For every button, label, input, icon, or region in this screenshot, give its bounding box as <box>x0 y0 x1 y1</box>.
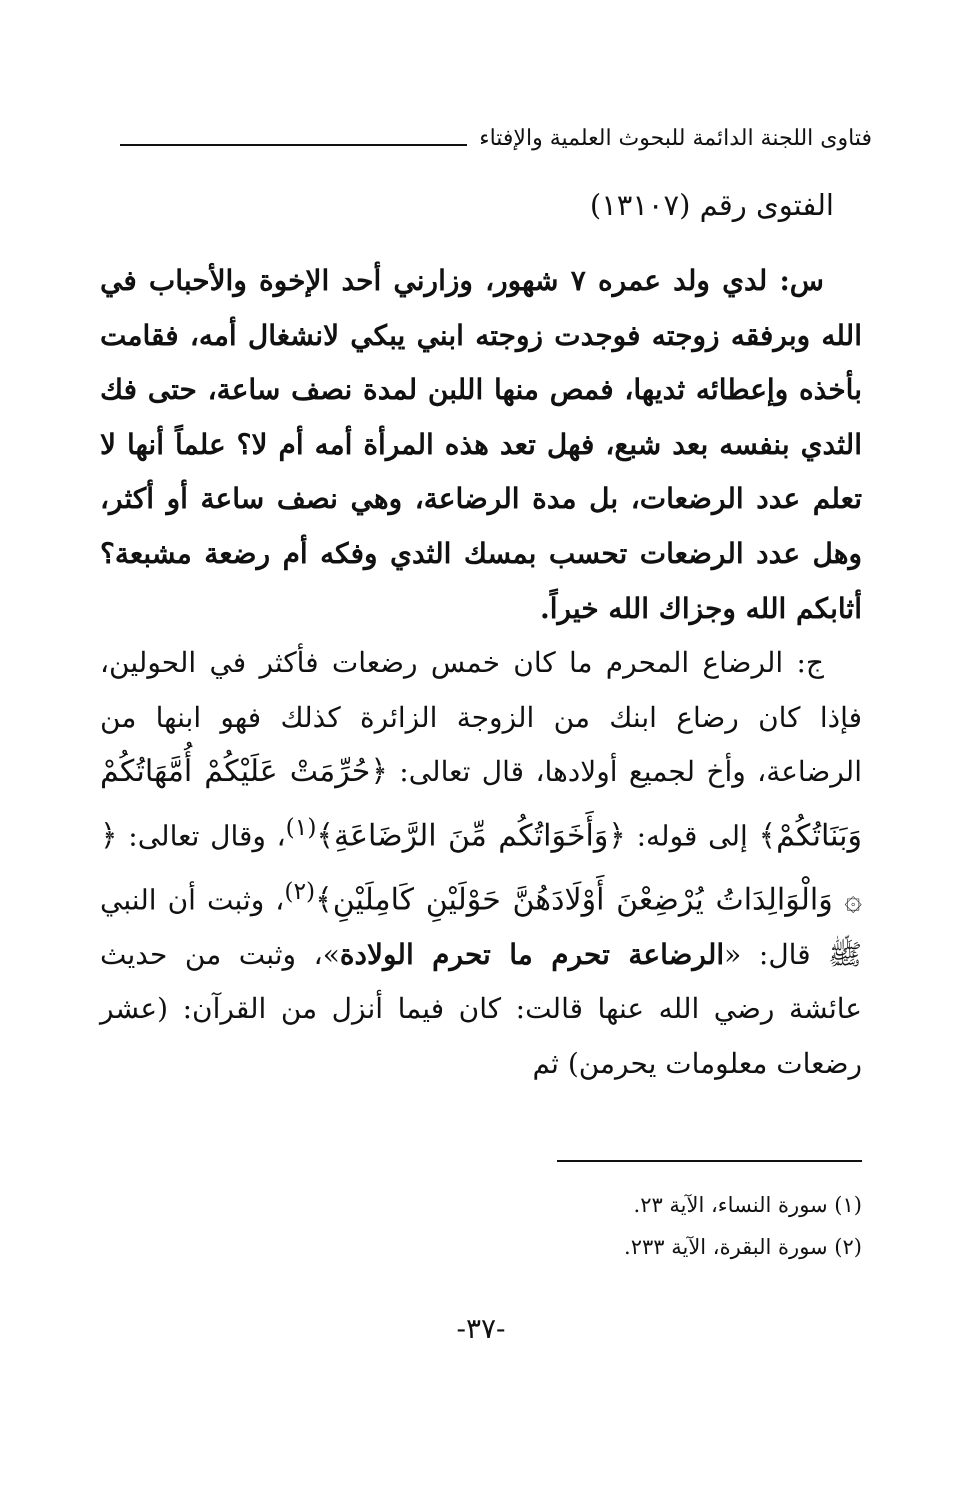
fatwa-number: الفتوى رقم (١٣١٠٧) <box>589 188 834 222</box>
hadith-text: الرضاعة تحرم ما تحرم الولادة <box>339 937 725 971</box>
answer-text-1: ج: الرضاع المحرم ما كان خمس رضعات فأكثر في الحولين، فإذا كان رضاع ابنك من الزوجة الزائرة كذلك فهو ابنها من الرضاعة، وأخ لجميع أولادها، قال تعالى: <box>100 646 862 789</box>
running-title: فتاوى اللجنة الدائمة للبحوث العلمية والإفتاء <box>479 125 872 151</box>
answer-paragraph <box>100 636 862 1091</box>
page-number: -٣٧- <box>456 1312 506 1345</box>
answer-text-5: »، وثبت من حديث عائشة رضي الله عنها قالت: كان فيما أنزل من القرآن: (عشر رضعات معلومات يحرمن) ثم <box>100 937 862 1080</box>
question-paragraph: س: لدي ولد عمره ٧ شهور، وزارني أحد الإخوة والأحباب في الله وبرفقه زوجته فوجدت زوجته ابني يبكي لانشغال أمه، فقامت بأخذه وإعطائه ثديها، فمص منها اللبن لمدة نصف ساعة، حتى فك الثدي بنفسه بعد شبع، فهل تعد هذه المرأة أمه أم لا؟ علماً أنها لا تعلم عدد الرضعات، بل مدة الرضاعة، وهي نصف ساعة أو أكثر، وهل عدد الرضعات تحسب بمسك الثدي وفكه أم رضعة مشبعة؟ أثابكم الله وجزاك الله خيراً. <box>100 264 862 625</box>
ayah-2: ﴿وَأَخَوَاتُكُم مِّنَ الرَّضَاعَةِ﴾ <box>316 818 626 854</box>
answer-text-3: ، وقال تعالى: <box>117 819 286 853</box>
ayah-3: ﴿ ۞ وَالْوَالِدَاتُ يُرْضِعْنَ أَوْلَادَهُنَّ حَوْلَيْنِ كَامِلَيْنِ﴾ <box>100 818 862 918</box>
answer-text-2: إلى قوله: <box>625 819 759 853</box>
footnote-1: (١) سورة النساء، الآية ٢٣. <box>633 1193 862 1217</box>
running-header <box>120 118 872 158</box>
footnote-ref-2: (٢) <box>284 876 316 905</box>
answer-text-4: ، وثبت أن النبي ﷺ قال: « <box>100 883 863 971</box>
footnotes <box>624 1184 862 1268</box>
header-rule <box>120 144 467 146</box>
ayah-1: ﴿حُرِّمَتْ عَلَيْكُمْ أُمَّهَاتُكُمْ وَبَنَاتُكُمْ﴾ <box>100 754 862 854</box>
footnote-2: (٢) سورة البقرة، الآية ٢٣٣. <box>624 1235 862 1259</box>
body-text <box>100 254 862 1092</box>
footnote-rule <box>557 1160 862 1162</box>
footnote-ref-1: (١) <box>285 812 317 841</box>
